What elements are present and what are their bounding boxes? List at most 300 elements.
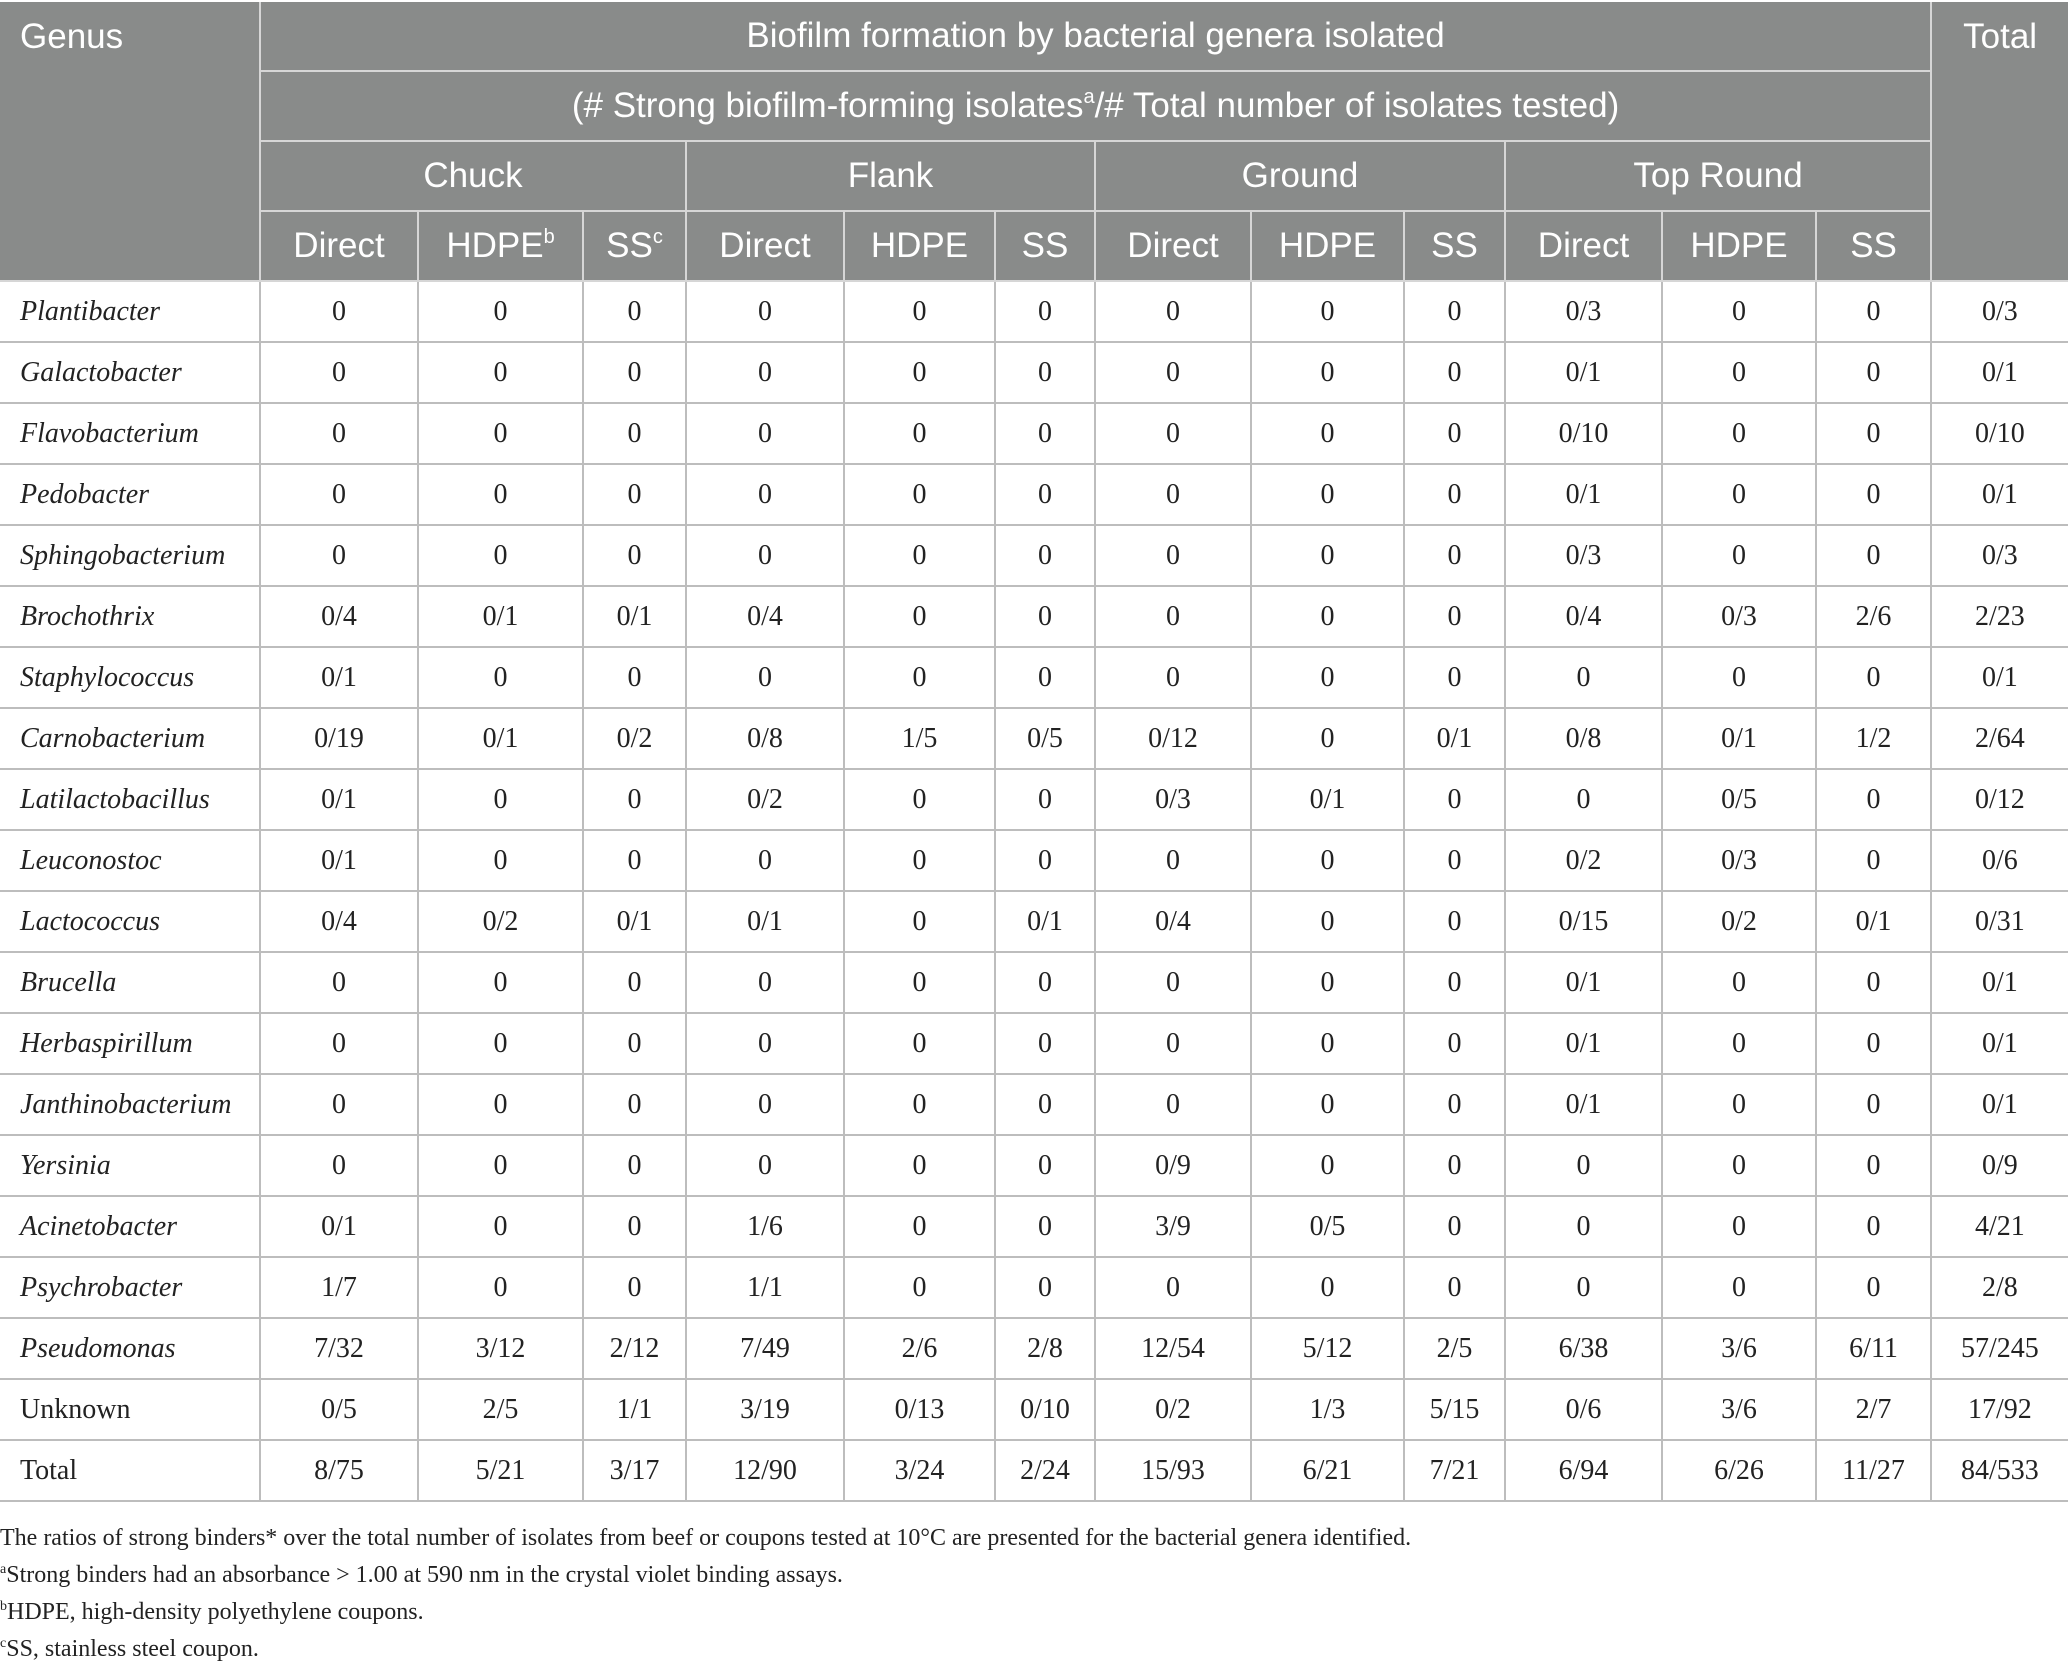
value-cell: 0 <box>1816 1135 1931 1196</box>
value-cell: 0 <box>1251 647 1404 708</box>
value-cell: 0 <box>1095 1074 1251 1135</box>
value-cell: 7/32 <box>260 1318 418 1379</box>
value-cell: 0 <box>260 403 418 464</box>
value-cell: 0 <box>1095 281 1251 342</box>
value-cell: 0/3 <box>1095 769 1251 830</box>
value-cell: 0 <box>1662 1135 1816 1196</box>
value-cell: 0 <box>1095 830 1251 891</box>
value-cell: 0 <box>260 1074 418 1135</box>
value-cell: 0 <box>583 342 686 403</box>
value-cell: 0 <box>1404 1257 1505 1318</box>
value-cell: 0/4 <box>686 586 844 647</box>
value-cell: 0 <box>995 1013 1095 1074</box>
value-cell: 11/27 <box>1816 1440 1931 1501</box>
value-cell: 0/6 <box>1505 1379 1662 1440</box>
value-cell: 0 <box>1816 1013 1931 1074</box>
value-cell: 0 <box>1816 952 1931 1013</box>
value-cell: 1/6 <box>686 1196 844 1257</box>
total-cell: 0/12 <box>1931 769 2068 830</box>
value-cell: 0 <box>1095 952 1251 1013</box>
footnote-text: HDPE, high-density polyethylene coupons. <box>7 1599 424 1625</box>
total-cell: 0/1 <box>1931 952 2068 1013</box>
sub-column-header <box>1662 211 1816 281</box>
value-cell: 0/2 <box>583 708 686 769</box>
table-row <box>0 525 2068 586</box>
value-cell: 0/1 <box>995 891 1095 952</box>
value-cell: 0 <box>995 769 1095 830</box>
table-row <box>0 769 2068 830</box>
value-cell: 0/2 <box>686 769 844 830</box>
genus-cell: Lactococcus <box>0 891 260 952</box>
value-cell: 6/26 <box>1662 1440 1816 1501</box>
value-cell: 0/1 <box>1251 769 1404 830</box>
table-body <box>0 281 2068 1501</box>
table-row <box>0 342 2068 403</box>
value-cell: 0 <box>1816 1196 1931 1257</box>
total-header: Total <box>1931 2 2068 281</box>
biofilm-table <box>0 2 2068 1502</box>
table-row <box>0 1257 2068 1318</box>
value-cell: 0 <box>1404 1196 1505 1257</box>
value-cell: 0 <box>995 647 1095 708</box>
value-cell: 0 <box>418 281 583 342</box>
value-cell: 0 <box>1251 525 1404 586</box>
value-cell: 0 <box>995 464 1095 525</box>
total-cell: 0/10 <box>1931 403 2068 464</box>
sub-column-header <box>1505 211 1662 281</box>
sub-column-header <box>686 211 844 281</box>
value-cell: 0 <box>1662 525 1816 586</box>
subtitle-after: /# Total number of isolates tested) <box>1094 85 1620 125</box>
value-cell: 0 <box>995 1257 1095 1318</box>
value-cell: 0 <box>995 403 1095 464</box>
value-cell: 0/5 <box>1251 1196 1404 1257</box>
value-cell: 0 <box>844 586 995 647</box>
total-cell: 2/8 <box>1931 1257 2068 1318</box>
total-cell: 17/92 <box>1931 1379 2068 1440</box>
value-cell: 6/94 <box>1505 1440 1662 1501</box>
group-header: Flank <box>686 141 1095 211</box>
table-row <box>0 830 2068 891</box>
total-cell: 0/1 <box>1931 342 2068 403</box>
footnote-text: The ratios of strong binders* over the total number of isolates from beef or coupons tested at 10°C are presented for the bacterial genera identified. <box>0 1525 1412 1551</box>
value-cell: 0 <box>1662 464 1816 525</box>
value-cell: 0 <box>583 1196 686 1257</box>
value-cell: 0 <box>1251 403 1404 464</box>
value-cell: 0 <box>1816 342 1931 403</box>
value-cell: 0/3 <box>1505 525 1662 586</box>
sub-column-label: Direct <box>1537 225 1630 265</box>
value-cell: 12/54 <box>1095 1318 1251 1379</box>
value-cell: 0/8 <box>686 708 844 769</box>
value-cell: 2/24 <box>995 1440 1095 1501</box>
table-row <box>0 464 2068 525</box>
value-cell: 0 <box>583 952 686 1013</box>
value-cell: 0/1 <box>418 708 583 769</box>
group-header: Top Round <box>1505 141 1931 211</box>
value-cell: 8/75 <box>260 1440 418 1501</box>
value-cell: 0 <box>844 1013 995 1074</box>
sub-column-label: SS <box>1431 225 1478 265</box>
value-cell: 0 <box>418 342 583 403</box>
value-cell: 3/24 <box>844 1440 995 1501</box>
value-cell: 0 <box>1251 1257 1404 1318</box>
genus-cell: Pseudomonas <box>0 1318 260 1379</box>
total-cell: 0/3 <box>1931 525 2068 586</box>
value-cell: 0 <box>583 647 686 708</box>
value-cell: 0 <box>1662 1257 1816 1318</box>
value-cell: 0 <box>1816 1257 1931 1318</box>
group-header: Chuck <box>260 141 686 211</box>
genus-cell: Total <box>0 1440 260 1501</box>
value-cell: 1/1 <box>583 1379 686 1440</box>
value-cell: 6/38 <box>1505 1318 1662 1379</box>
sub-column-header <box>1251 211 1404 281</box>
value-cell: 2/5 <box>1404 1318 1505 1379</box>
value-cell: 0 <box>418 830 583 891</box>
value-cell: 0 <box>1816 647 1931 708</box>
value-cell: 0 <box>686 952 844 1013</box>
value-cell: 1/3 <box>1251 1379 1404 1440</box>
value-cell: 0/5 <box>260 1379 418 1440</box>
sub-column-header <box>995 211 1095 281</box>
value-cell: 0 <box>1662 281 1816 342</box>
sub-column-label: SS <box>1021 225 1069 265</box>
sub-column-header <box>418 211 583 281</box>
genus-cell: Leuconostoc <box>0 830 260 891</box>
value-cell: 0 <box>1505 769 1662 830</box>
footnote-marker: b <box>0 1599 7 1614</box>
value-cell: 0 <box>1251 830 1404 891</box>
table-row <box>0 708 2068 769</box>
value-cell: 5/12 <box>1251 1318 1404 1379</box>
value-cell: 0 <box>1404 281 1505 342</box>
value-cell: 0/13 <box>844 1379 995 1440</box>
value-cell: 0 <box>418 1257 583 1318</box>
value-cell: 0 <box>260 952 418 1013</box>
genus-header: Genus <box>0 2 260 281</box>
value-cell: 0 <box>1816 1074 1931 1135</box>
total-cell: 0/1 <box>1931 1013 2068 1074</box>
value-cell: 0 <box>418 1196 583 1257</box>
value-cell: 0 <box>844 1257 995 1318</box>
value-cell: 1/1 <box>686 1257 844 1318</box>
total-cell: 0/1 <box>1931 464 2068 525</box>
value-cell: 0 <box>1404 952 1505 1013</box>
value-cell: 0 <box>686 403 844 464</box>
value-cell: 0/2 <box>1505 830 1662 891</box>
total-cell: 0/3 <box>1931 281 2068 342</box>
value-cell: 0/3 <box>1662 830 1816 891</box>
value-cell: 0 <box>583 769 686 830</box>
sub-column-label: HDPE <box>870 225 969 265</box>
value-cell: 0 <box>844 525 995 586</box>
value-cell: 1/5 <box>844 708 995 769</box>
value-cell: 0/1 <box>418 586 583 647</box>
value-cell: 1/7 <box>260 1257 418 1318</box>
footnote-marker: b <box>543 225 555 248</box>
value-cell: 0 <box>1505 647 1662 708</box>
footnotes <box>0 1520 2068 1668</box>
value-cell: 6/21 <box>1251 1440 1404 1501</box>
value-cell: 0 <box>583 830 686 891</box>
value-cell: 0 <box>844 342 995 403</box>
value-cell: 0 <box>995 1135 1095 1196</box>
value-cell: 0 <box>418 403 583 464</box>
table-row <box>0 1135 2068 1196</box>
value-cell: 0 <box>844 830 995 891</box>
subtitle-sup: a <box>1083 85 1095 108</box>
table-row <box>0 403 2068 464</box>
value-cell: 0 <box>686 281 844 342</box>
value-cell: 0 <box>1251 952 1404 1013</box>
value-cell: 0 <box>1816 281 1931 342</box>
genus-cell: Unknown <box>0 1379 260 1440</box>
value-cell: 0/1 <box>260 769 418 830</box>
value-cell: 0 <box>1404 891 1505 952</box>
sub-column-label: HDPE <box>1278 225 1377 265</box>
value-cell: 0 <box>1095 525 1251 586</box>
value-cell: 0/4 <box>1095 891 1251 952</box>
footnote-marker: c <box>652 225 663 248</box>
value-cell: 0/1 <box>1505 464 1662 525</box>
genus-cell: Staphylococcus <box>0 647 260 708</box>
value-cell: 0 <box>1251 1135 1404 1196</box>
value-cell: 0/10 <box>1505 403 1662 464</box>
value-cell: 0 <box>686 1135 844 1196</box>
value-cell: 0 <box>1095 1257 1251 1318</box>
value-cell: 0/1 <box>1505 1013 1662 1074</box>
value-cell: 0/2 <box>1095 1379 1251 1440</box>
total-cell: 0/31 <box>1931 891 2068 952</box>
table-row <box>0 647 2068 708</box>
value-cell: 0 <box>1404 830 1505 891</box>
genus-cell: Psychrobacter <box>0 1257 260 1318</box>
footnote <box>0 1631 2068 1668</box>
value-cell: 7/49 <box>686 1318 844 1379</box>
value-cell: 0 <box>1095 586 1251 647</box>
value-cell: 0 <box>583 281 686 342</box>
value-cell: 0 <box>418 952 583 1013</box>
value-cell: 12/90 <box>686 1440 844 1501</box>
value-cell: 2/6 <box>844 1318 995 1379</box>
value-cell: 0/1 <box>1816 891 1931 952</box>
total-cell: 84/533 <box>1931 1440 2068 1501</box>
value-cell: 2/6 <box>1816 586 1931 647</box>
value-cell: 0 <box>583 1013 686 1074</box>
value-cell: 0 <box>844 1135 995 1196</box>
sub-column-header <box>1095 211 1251 281</box>
value-cell: 0 <box>260 525 418 586</box>
table-row <box>0 1318 2068 1379</box>
value-cell: 0 <box>1251 1013 1404 1074</box>
genus-cell: Sphingobacterium <box>0 525 260 586</box>
footnote-text: Strong binders had an absorbance > 1.00 at 590 nm in the crystal violet binding assays. <box>6 1562 843 1588</box>
value-cell: 0 <box>1662 342 1816 403</box>
sub-column-header <box>583 211 686 281</box>
genus-cell: Latilactobacillus <box>0 769 260 830</box>
genus-cell: Plantibacter <box>0 281 260 342</box>
value-cell: 0 <box>260 1135 418 1196</box>
value-cell: 0/1 <box>686 891 844 952</box>
sub-column-label: Direct <box>1127 225 1219 265</box>
value-cell: 6/11 <box>1816 1318 1931 1379</box>
value-cell: 0/1 <box>1404 708 1505 769</box>
value-cell: 2/12 <box>583 1318 686 1379</box>
value-cell: 0/8 <box>1505 708 1662 769</box>
sub-column-header <box>1816 211 1931 281</box>
value-cell: 0 <box>418 1074 583 1135</box>
value-cell: 0 <box>583 1257 686 1318</box>
value-cell: 0 <box>583 464 686 525</box>
value-cell: 0 <box>1404 1074 1505 1135</box>
sub-column-label: Direct <box>293 225 385 265</box>
value-cell: 0 <box>1404 525 1505 586</box>
total-cell: 0/1 <box>1931 1074 2068 1135</box>
value-cell: 0 <box>1662 1074 1816 1135</box>
value-cell: 0 <box>1404 586 1505 647</box>
value-cell: 0 <box>1095 403 1251 464</box>
value-cell: 0 <box>844 281 995 342</box>
genus-cell: Pedobacter <box>0 464 260 525</box>
value-cell: 0 <box>1505 1257 1662 1318</box>
value-cell: 0 <box>844 769 995 830</box>
value-cell: 0 <box>844 891 995 952</box>
genus-cell: Galactobacter <box>0 342 260 403</box>
value-cell: 15/93 <box>1095 1440 1251 1501</box>
value-cell: 0/15 <box>1505 891 1662 952</box>
value-cell: 0 <box>1251 342 1404 403</box>
value-cell: 3/12 <box>418 1318 583 1379</box>
table-title: Biofilm formation by bacterial genera isolated <box>260 2 1931 71</box>
value-cell: 0 <box>1404 647 1505 708</box>
total-row <box>0 1440 2068 1501</box>
table-row <box>0 1074 2068 1135</box>
footnote <box>0 1594 2068 1631</box>
footnote-marker: c <box>0 1636 7 1651</box>
value-cell: 0 <box>260 342 418 403</box>
table-row <box>0 586 2068 647</box>
value-cell: 0 <box>1662 1013 1816 1074</box>
value-cell: 0 <box>260 1013 418 1074</box>
value-cell: 0 <box>418 1135 583 1196</box>
value-cell: 0/1 <box>1505 1074 1662 1135</box>
value-cell: 0 <box>1816 830 1931 891</box>
value-cell: 0 <box>1251 464 1404 525</box>
value-cell: 0 <box>1816 403 1931 464</box>
value-cell: 0/19 <box>260 708 418 769</box>
value-cell: 0 <box>1662 1196 1816 1257</box>
value-cell: 0 <box>1251 891 1404 952</box>
value-cell: 0 <box>995 281 1095 342</box>
value-cell: 0 <box>1251 281 1404 342</box>
value-cell: 1/2 <box>1816 708 1931 769</box>
value-cell: 0 <box>1505 1196 1662 1257</box>
value-cell: 0 <box>995 1196 1095 1257</box>
value-cell: 0/12 <box>1095 708 1251 769</box>
value-cell: 0 <box>1251 586 1404 647</box>
value-cell: 0 <box>1095 647 1251 708</box>
value-cell: 0 <box>1404 403 1505 464</box>
value-cell: 0 <box>995 952 1095 1013</box>
value-cell: 0 <box>686 464 844 525</box>
value-cell: 0 <box>686 1013 844 1074</box>
genus-cell: Flavobacterium <box>0 403 260 464</box>
value-cell: 0/9 <box>1095 1135 1251 1196</box>
table-row <box>0 952 2068 1013</box>
value-cell: 0 <box>583 403 686 464</box>
value-cell: 0/2 <box>1662 891 1816 952</box>
value-cell: 0/5 <box>1662 769 1816 830</box>
value-cell: 0 <box>686 830 844 891</box>
value-cell: 0 <box>1662 403 1816 464</box>
value-cell: 0/5 <box>995 708 1095 769</box>
group-header: Ground <box>1095 141 1505 211</box>
value-cell: 0 <box>1816 464 1931 525</box>
table-row <box>0 1379 2068 1440</box>
value-cell: 7/21 <box>1404 1440 1505 1501</box>
value-cell: 0 <box>1251 1074 1404 1135</box>
value-cell: 0 <box>418 1013 583 1074</box>
value-cell: 0 <box>995 586 1095 647</box>
value-cell: 0/10 <box>995 1379 1095 1440</box>
genus-cell: Brochothrix <box>0 586 260 647</box>
sub-column-header <box>1404 211 1505 281</box>
total-cell: 2/23 <box>1931 586 2068 647</box>
value-cell: 0 <box>583 1074 686 1135</box>
table-row <box>0 1196 2068 1257</box>
total-cell: 0/9 <box>1931 1135 2068 1196</box>
genus-cell: Yersinia <box>0 1135 260 1196</box>
genus-cell: Acinetobacter <box>0 1196 260 1257</box>
value-cell: 0 <box>1662 647 1816 708</box>
value-cell: 3/6 <box>1662 1318 1816 1379</box>
value-cell: 0/4 <box>260 586 418 647</box>
sub-column-label: SS <box>1850 225 1897 265</box>
value-cell: 0 <box>995 342 1095 403</box>
value-cell: 2/5 <box>418 1379 583 1440</box>
genus-cell: Carnobacterium <box>0 708 260 769</box>
sub-column-header <box>844 211 995 281</box>
sub-column-label: SS <box>606 225 653 265</box>
value-cell: 0 <box>1404 1013 1505 1074</box>
value-cell: 0 <box>1505 1135 1662 1196</box>
table-row <box>0 281 2068 342</box>
value-cell: 0 <box>1095 464 1251 525</box>
value-cell: 0 <box>418 647 583 708</box>
value-cell: 0 <box>686 342 844 403</box>
value-cell: 0 <box>260 281 418 342</box>
value-cell: 0 <box>1662 952 1816 1013</box>
value-cell: 0/4 <box>260 891 418 952</box>
footnote-marker: a <box>0 1562 7 1577</box>
value-cell: 3/19 <box>686 1379 844 1440</box>
value-cell: 0 <box>686 525 844 586</box>
value-cell: 0 <box>844 1074 995 1135</box>
value-cell: 2/7 <box>1816 1379 1931 1440</box>
total-cell: 4/21 <box>1931 1196 2068 1257</box>
value-cell: 0 <box>1404 464 1505 525</box>
genus-cell: Herbaspirillum <box>0 1013 260 1074</box>
value-cell: 3/17 <box>583 1440 686 1501</box>
value-cell: 0 <box>418 464 583 525</box>
value-cell: 0/1 <box>1662 708 1816 769</box>
value-cell: 0 <box>583 525 686 586</box>
value-cell: 0 <box>260 464 418 525</box>
value-cell: 0 <box>1816 769 1931 830</box>
value-cell: 0/4 <box>1505 586 1662 647</box>
value-cell: 0 <box>844 1196 995 1257</box>
